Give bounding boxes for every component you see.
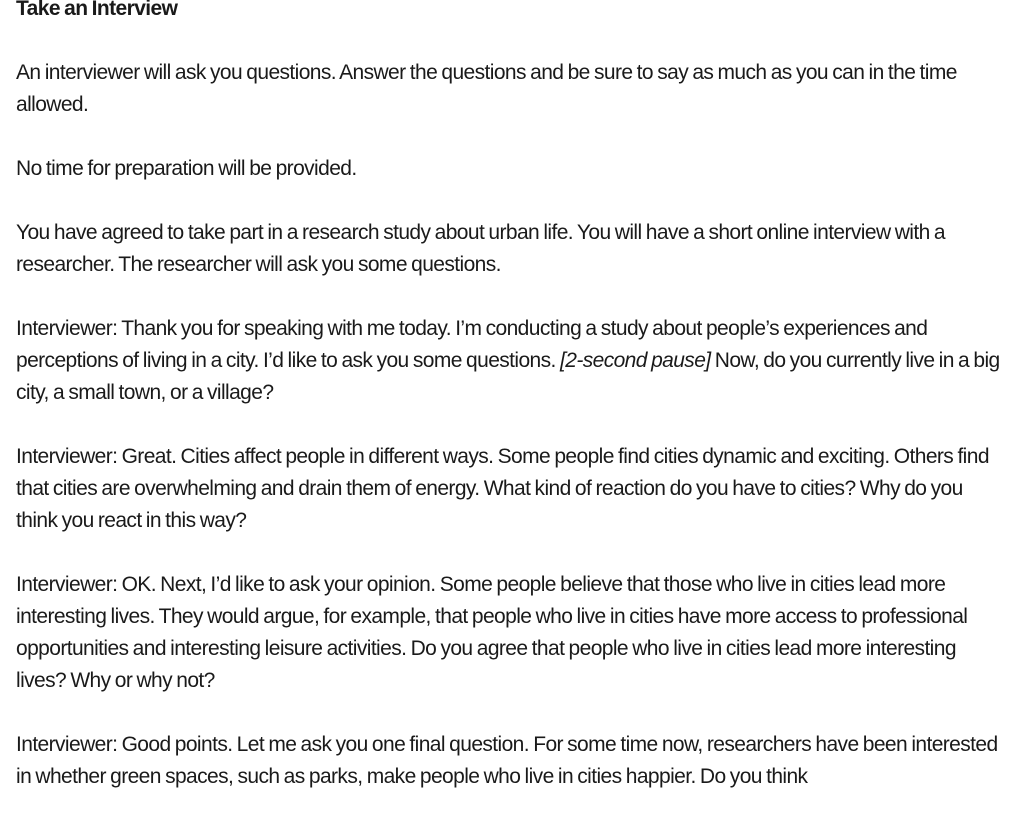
interviewer-question-1 (16, 313, 1006, 409)
document-page (16, 0, 1006, 825)
interviewer-question-2: Interviewer: Great. Cities affect people in different ways. Some people find cities dynamic and exciting. Others find that cities are overwhelming and drain them of energy. What kind of reaction do you have to cities? Why do you think you react in this way? (16, 445, 989, 532)
interviewer-question-4: Interviewer: Good points. Let me ask you one final question. For some time now, researchers have been interested in whether green spaces, such as parks, make people who live in cities happier. Do you think (16, 733, 998, 788)
interviewer-question-3: Interviewer: OK. Next, I’d like to ask your opinion. Some people believe that those who live in cities lead more interesting lives. They would argue, for example, that people who live in cities have more access to professional opportunities and interesting leisure activities. Do you agree that people who live in cities lead more interesting lives? Why or why not? (16, 573, 968, 692)
pause-note: [2-second pause] (560, 349, 711, 372)
page-title: Take an Interview (16, 0, 178, 20)
question-1-text-start: Interviewer: Thank you for speaking with me today. I’m conducting a study about people’s experiences and perceptions of living in a city. I’d like to ask you some questions. (16, 317, 928, 372)
scenario-paragraph: You have agreed to take part in a research study about urban life. You will have a short online interview with a researcher. The researcher will ask you some questions. (16, 221, 945, 276)
preparation-note: No time for preparation will be provided. (16, 157, 357, 180)
question-1-text-end: Now, do you currently live in a big city, a small town, or a village? (16, 349, 1000, 404)
instruction-paragraph: An interviewer will ask you questions. Answer the questions and be sure to say as much as you can in the time allowed. (16, 61, 957, 116)
